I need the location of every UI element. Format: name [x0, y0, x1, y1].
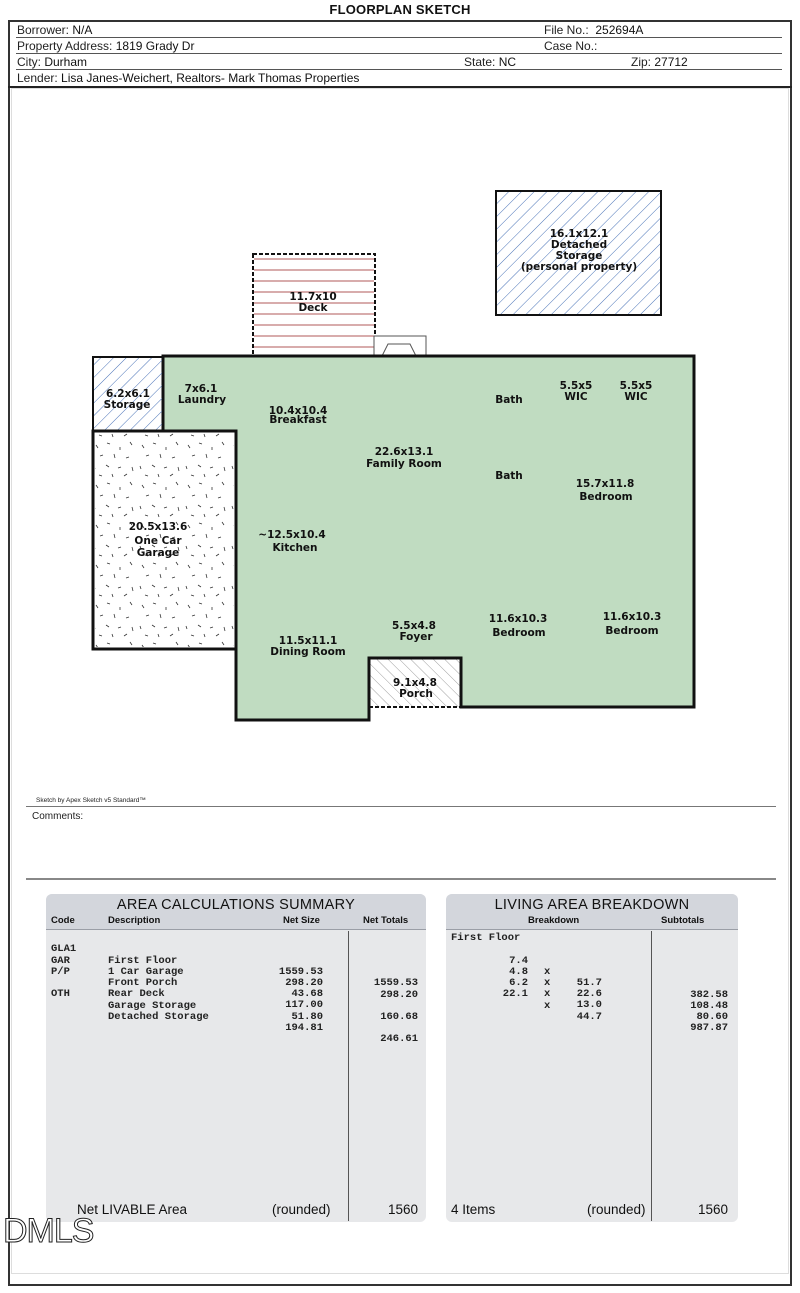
- bedroom-3-name: Bedroom: [605, 625, 659, 637]
- table-row: GAR 1 Car Garage 298.20 298.20: [51, 954, 418, 1001]
- storage-name: Storage: [103, 399, 151, 411]
- state-value: NC: [498, 55, 517, 69]
- detached-storage-name: Detached: [550, 239, 608, 251]
- foyer-name: Foyer: [399, 631, 433, 643]
- col-net-totals: Net Totals: [363, 915, 409, 926]
- table-row: P/P Front Porch 43.68: [51, 965, 323, 1001]
- rounded-note: (rounded): [272, 1202, 331, 1217]
- net-livable-label: Net LIVABLE Area: [77, 1202, 188, 1217]
- living-area-breakdown-panel: [446, 894, 738, 1222]
- sketch-credit: Sketch by Apex Sketch v5 Standard™: [36, 797, 146, 804]
- divider: [26, 806, 776, 807]
- living-total-value: 1560: [697, 1202, 728, 1217]
- garage-name2: Garage: [136, 547, 180, 559]
- divider: [26, 878, 776, 880]
- wic-1-name: WIC: [564, 391, 588, 403]
- area-calculations-panel: [46, 894, 426, 1222]
- living-breakdown-title: LIVING AREA BREAKDOWN: [494, 897, 690, 913]
- items-count: 4 Items: [451, 1202, 496, 1217]
- wic-2-name: WIC: [624, 391, 648, 403]
- laundry-dims: 7x6.1: [184, 383, 218, 395]
- address-value: 1819 Grady Dr: [115, 39, 195, 53]
- city-label: City:: [17, 55, 41, 69]
- col-net-size: Net Size: [283, 915, 320, 926]
- col-description: Description: [108, 915, 161, 926]
- bedroom-2-dims: 11.6x10.3: [488, 613, 548, 625]
- bedroom-main-name: Bedroom: [579, 491, 633, 503]
- porch-name: Porch: [399, 688, 433, 700]
- comments-label: Comments:: [32, 811, 84, 822]
- lender-label: Lender:: [17, 71, 58, 85]
- family-room-name: Family Room: [366, 458, 442, 470]
- borrower-value: N/A: [72, 23, 93, 37]
- breakfast-dims: 10.4x10.4: [268, 405, 328, 417]
- area-summary-title: AREA CALCULATIONS SUMMARY: [116, 897, 356, 913]
- table-row: 6.2 x 13.0 80.60: [509, 976, 728, 1023]
- city-value: Durham: [44, 55, 88, 69]
- table-row: 4.8 x 22.6 108.48: [509, 965, 728, 1012]
- table-row: 22.1 x 44.7 987.87: [502, 988, 728, 1035]
- kitchen-dims: ~12.5x10.4: [258, 529, 326, 541]
- address-label: Property Address:: [17, 39, 113, 53]
- lender-value: Lisa Janes-Weichert, Realtors- Mark Thomas Properties: [61, 71, 360, 85]
- detached-storage-name3: (personal property): [520, 261, 638, 273]
- bedroom-2-name: Bedroom: [492, 627, 546, 639]
- case-no-label: Case No.:: [544, 39, 598, 53]
- table-row: Rear Deck 117.00 160.68: [108, 988, 418, 1023]
- foyer-dims: 5.5x4.8: [392, 620, 436, 632]
- dining-room-dims: 11.5x11.1: [278, 635, 338, 647]
- table-row: 7.4 x 51.7 382.58: [509, 954, 728, 1001]
- garage-dims: 20.5x13.6: [128, 521, 188, 533]
- breakdown-group-label: First Floor: [451, 932, 521, 944]
- table-row: OTH Garage Storage 51.80: [51, 988, 323, 1023]
- bath-2-name: Bath: [495, 470, 523, 482]
- garage-name: One Car: [134, 535, 182, 547]
- fireplace: [374, 336, 426, 356]
- zip-value: 27712: [654, 55, 688, 69]
- porch-dims: 9.1x4.8: [393, 677, 437, 689]
- borrower-label: Borrower:: [17, 23, 70, 37]
- bedroom-main-dims: 15.7x11.8: [575, 478, 635, 490]
- bath-1-name: Bath: [495, 394, 523, 406]
- breakfast-name: Breakfast: [269, 414, 327, 426]
- deck-dims: 11.7x10: [289, 291, 337, 303]
- zip-label: Zip:: [631, 55, 652, 69]
- col-code: Code: [51, 915, 75, 926]
- family-room-dims: 22.6x13.1: [374, 446, 434, 458]
- bedroom-3-dims: 11.6x10.3: [602, 611, 662, 623]
- laundry-name: Laundry: [177, 394, 227, 406]
- state-label: State:: [464, 55, 496, 69]
- wic-2-dims: 5.5x5: [619, 380, 653, 392]
- page-title: FLOORPLAN SKETCH: [329, 2, 471, 17]
- detached-storage-dims: 16.1x12.1: [549, 228, 609, 240]
- detached-storage-name2: Storage: [555, 250, 603, 262]
- col-subtotals: Subtotals: [661, 915, 705, 926]
- rounded-note: (rounded): [587, 1202, 646, 1217]
- dining-room-name: Dining Room: [270, 646, 346, 658]
- dmls-watermark-logo: DMLS: [3, 1212, 94, 1250]
- table-row: GLA1 First Floor 1559.53 1559.53: [51, 943, 418, 990]
- net-livable-value: 1560: [387, 1202, 418, 1217]
- wic-1-dims: 5.5x5: [559, 380, 593, 392]
- col-breakdown: Breakdown: [528, 915, 580, 926]
- table-row: Detached Storage 194.81 246.61: [108, 1010, 418, 1046]
- file-no-label: File No.:: [544, 23, 589, 37]
- kitchen-name: Kitchen: [272, 542, 318, 554]
- storage-dims: 6.2x6.1: [106, 388, 150, 400]
- file-no-value: 252694A: [595, 23, 644, 37]
- deck-name: Deck: [298, 302, 328, 314]
